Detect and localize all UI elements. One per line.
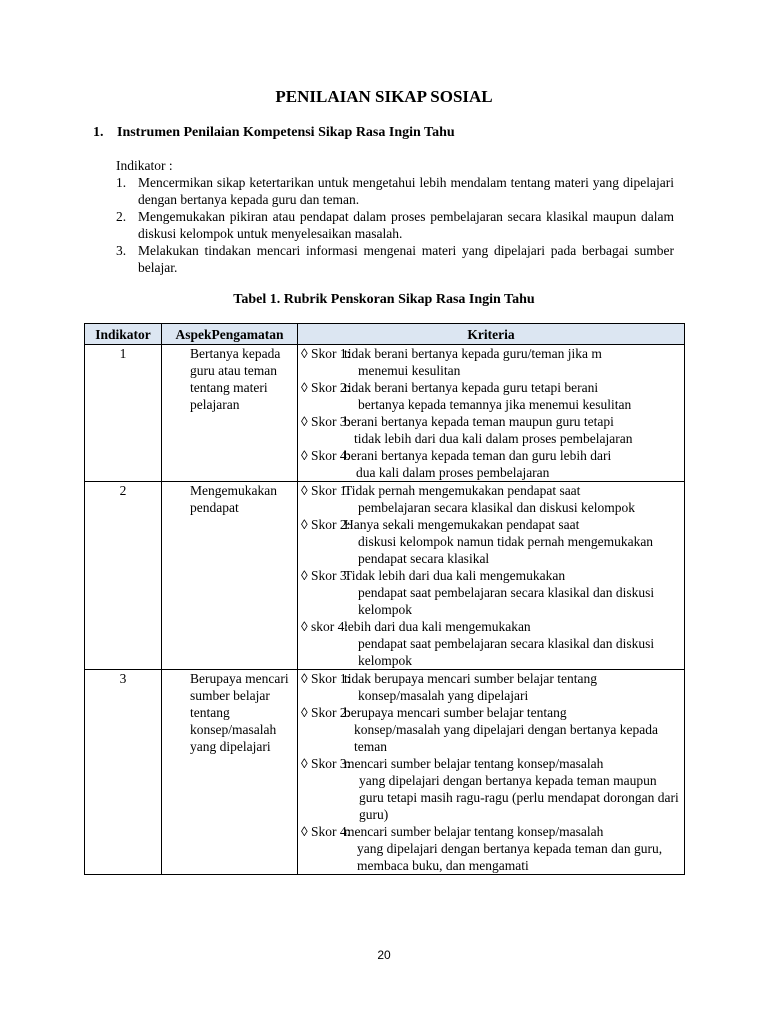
score-text-cont: pendapat saat pembelajaran secara klasikal dan diskusi kelompok bbox=[358, 636, 655, 668]
kriteria-item bbox=[301, 345, 681, 379]
score-text-cont: konsep/masalah yang dipelajari dengan bertanya kepada teman bbox=[354, 722, 659, 754]
score-text-cont: menemui kesulitan bbox=[358, 363, 461, 378]
indikator-cell: 1 bbox=[85, 345, 162, 482]
score-label: ◊ Skor 4: bbox=[301, 824, 351, 839]
indicator-list bbox=[116, 174, 674, 276]
kriteria-item bbox=[301, 823, 681, 874]
rubric-table bbox=[84, 323, 685, 875]
aspek-cell: Mengemukakan pendapat bbox=[162, 482, 298, 670]
score-text-cont: pembelajaran secara klasikal dan diskusi kelompok bbox=[358, 500, 636, 515]
aspek-cell: Bertanya kepada guru atau teman tentang materi pelajaran bbox=[162, 345, 298, 482]
table-row bbox=[85, 670, 685, 875]
kriteria-item bbox=[301, 516, 681, 567]
header-aspek: AspekPengamatan bbox=[162, 324, 298, 345]
kriteria-item bbox=[301, 482, 681, 516]
kriteria-cell bbox=[298, 345, 685, 482]
score-text-cont: bertanya kepada temannya jika menemui kesulitan bbox=[358, 397, 632, 412]
table-row bbox=[85, 345, 685, 482]
kriteria-cell bbox=[298, 670, 685, 875]
score-text: tidak berani bertanya kepada guru/teman jika m bbox=[344, 346, 602, 361]
score-text: berani bertanya kepada teman dan guru lebih dari bbox=[344, 448, 612, 463]
indicator-item bbox=[116, 242, 674, 276]
indicator-item bbox=[116, 208, 674, 242]
score-label: ◊ Skor 3: bbox=[301, 756, 351, 771]
indicator-text: Mencermikan sikap ketertarikan untuk mengetahui lebih mendalam tentang materi yang dipelajari dengan bertanya kepada guru dan teman. bbox=[138, 175, 674, 207]
section-heading-text: Instrumen Penilaian Kompetensi Sikap Rasa Ingin Tahu bbox=[117, 125, 455, 140]
score-label: ◊ Skor 1: bbox=[301, 671, 351, 686]
table-header-row bbox=[85, 324, 685, 345]
kriteria-item bbox=[301, 379, 681, 413]
header-indikator: Indikator bbox=[85, 324, 162, 345]
score-text: Tidak pernah mengemukakan pendapat saat bbox=[344, 483, 581, 498]
score-text: Hanya sekali mengemukakan pendapat saat bbox=[344, 517, 580, 532]
kriteria-item bbox=[301, 670, 681, 704]
indikator-cell: 2 bbox=[85, 482, 162, 670]
score-label: ◊ Skor 2: bbox=[301, 380, 351, 395]
score-label: ◊ Skor 4: bbox=[301, 448, 351, 463]
score-text: berupaya mencari sumber belajar tentang bbox=[344, 705, 567, 720]
kriteria-cell bbox=[298, 482, 685, 670]
score-text-cont: yang dipelajari dengan bertanya kepada teman dan guru, membaca buku, dan mengamati bbox=[357, 841, 663, 873]
score-text-cont: dua kali dalam proses pembelajaran bbox=[356, 465, 550, 480]
score-text-cont: pendapat saat pembelajaran secara klasikal dan diskusi kelompok bbox=[358, 585, 655, 617]
score-text: mencari sumber belajar tentang konsep/masalah bbox=[344, 756, 604, 771]
page-number: 20 bbox=[377, 948, 391, 962]
score-text: Tidak lebih dari dua kali mengemukakan bbox=[344, 568, 566, 583]
score-text: tidak berupaya mencari sumber belajar tentang bbox=[344, 671, 598, 686]
score-text: lebih dari dua kali mengemukakan bbox=[344, 619, 531, 634]
score-text-cont: konsep/masalah yang dipelajari bbox=[358, 688, 529, 703]
section-heading bbox=[93, 124, 455, 141]
kriteria-item bbox=[301, 567, 681, 618]
indicator-text: Melakukan tindakan mencari informasi mengenai materi yang dipelajari pada berbagai sumber belajar. bbox=[138, 243, 674, 275]
indicator-number: 2. bbox=[116, 209, 127, 224]
indikator-label: Indikator : bbox=[116, 158, 173, 173]
kriteria-item bbox=[301, 755, 681, 823]
score-label: ◊ Skor 3: bbox=[301, 568, 351, 583]
indicator-number: 3. bbox=[116, 243, 127, 258]
score-text-cont: diskusi kelompok namun tidak pernah mengemukakan pendapat secara klasikal bbox=[358, 534, 654, 566]
aspek-cell: Berupaya mencari sumber belajar tentang konsep/masalah yang dipelajari bbox=[162, 670, 298, 875]
indikator-cell: 3 bbox=[85, 670, 162, 875]
table-row bbox=[85, 482, 685, 670]
score-text: mencari sumber belajar tentang konsep/masalah bbox=[344, 824, 604, 839]
score-label: ◊ Skor 2: bbox=[301, 517, 351, 532]
score-text-cont: yang dipelajari dengan bertanya kepada teman maupun guru tetapi masih ragu-ragu (perlu mendapat dorongan dari guru) bbox=[359, 773, 679, 822]
page-title: PENILAIAN SIKAP SOSIAL bbox=[275, 87, 493, 106]
score-text: berani bertanya kepada teman maupun guru tetapi bbox=[344, 414, 614, 429]
score-label: ◊ Skor 3: bbox=[301, 414, 351, 429]
table-caption: Tabel 1. Rubrik Penskoran Sikap Rasa Ingin Tahu bbox=[233, 292, 535, 307]
indicator-text: Mengemukakan pikiran atau pendapat dalam proses pembelajaran secara klasikal maupun dalam diskusi kelompok untuk menyelesaikan masalah. bbox=[138, 209, 674, 241]
indicator-item bbox=[116, 174, 674, 208]
indicator-number: 1. bbox=[116, 175, 127, 190]
score-label: ◊ Skor 2: bbox=[301, 705, 351, 720]
section-number: 1. bbox=[93, 125, 104, 140]
score-text-cont: tidak lebih dari dua kali dalam proses pembelajaran bbox=[354, 431, 633, 446]
score-label: ◊ Skor 1: bbox=[301, 483, 351, 498]
kriteria-item bbox=[301, 447, 681, 481]
header-kriteria: Kriteria bbox=[298, 324, 685, 345]
score-label: ◊ skor 4: bbox=[301, 619, 349, 634]
score-label: ◊ Skor 1: bbox=[301, 346, 351, 361]
kriteria-item bbox=[301, 413, 681, 447]
kriteria-item bbox=[301, 618, 681, 669]
score-text: tidak berani bertanya kepada guru tetapi berani bbox=[344, 380, 599, 395]
kriteria-item bbox=[301, 704, 681, 755]
